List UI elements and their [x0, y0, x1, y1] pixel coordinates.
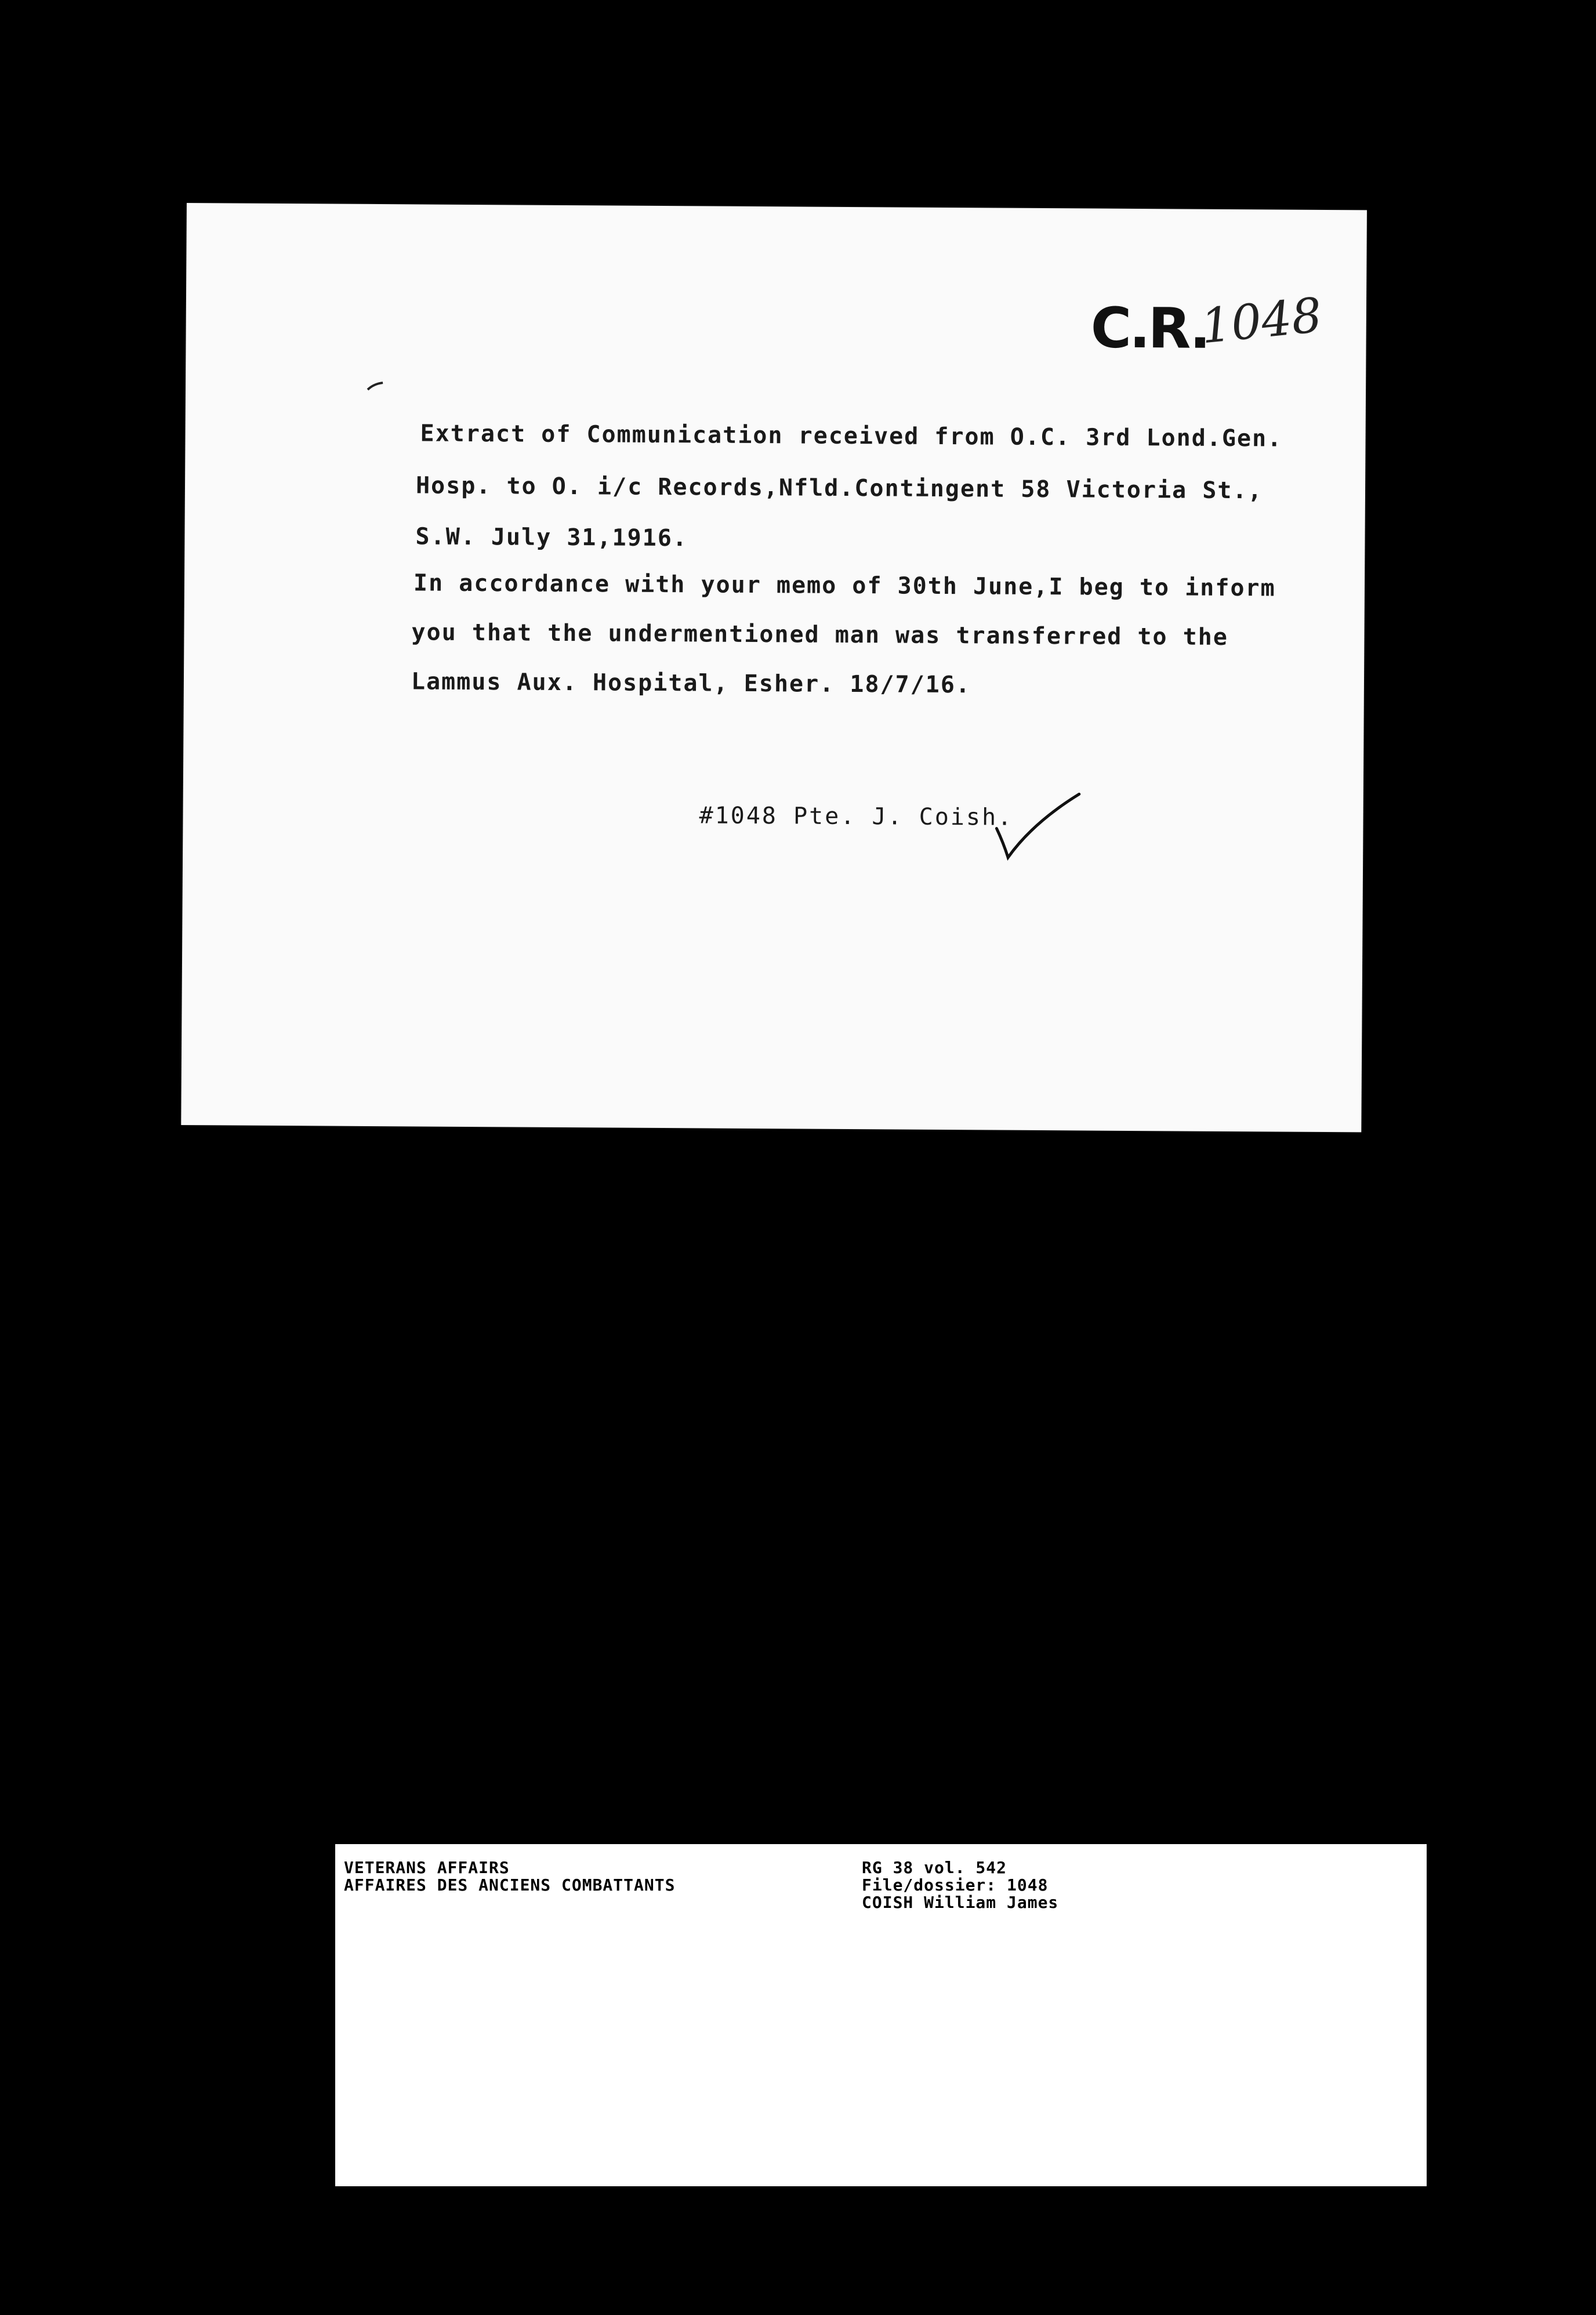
record-group-reference: RG 38 vol. 542 [862, 1858, 1007, 1877]
cr-stamp: C.R. [1090, 295, 1209, 361]
department-french: AFFAIRES DES ANCIENS COMBATTANTS [344, 1875, 676, 1895]
document-line: Lammus Aux. Hospital, Esher. 18/7/16. [411, 668, 971, 699]
archive-label [335, 1844, 1427, 2186]
document-line: In accordance with your memo of 30th June,I beg to inform [413, 569, 1276, 602]
pencil-mark-icon [365, 378, 389, 395]
document-line: Hosp. to O. i/c Records,Nfld.Contingent 58 Victoria St., [415, 472, 1263, 505]
document-line: you that the undermentioned man was transferred to the [411, 619, 1229, 651]
soldier-name: COISH William James [862, 1893, 1059, 1912]
checkmark-icon [992, 788, 1085, 864]
document-line: Extract of Communication received from O.C. 3rd Lond.Gen. [420, 420, 1283, 452]
department-english: VETERANS AFFAIRS [344, 1858, 510, 1877]
soldier-reference: #1048 Pte. J. Coish. [699, 802, 1014, 831]
document-line: S.W. July 31,1916. [415, 523, 688, 552]
typed-document [181, 203, 1367, 1132]
file-number: File/dossier: 1048 [862, 1875, 1049, 1895]
handwritten-file-number: 1048 [1198, 288, 1325, 355]
